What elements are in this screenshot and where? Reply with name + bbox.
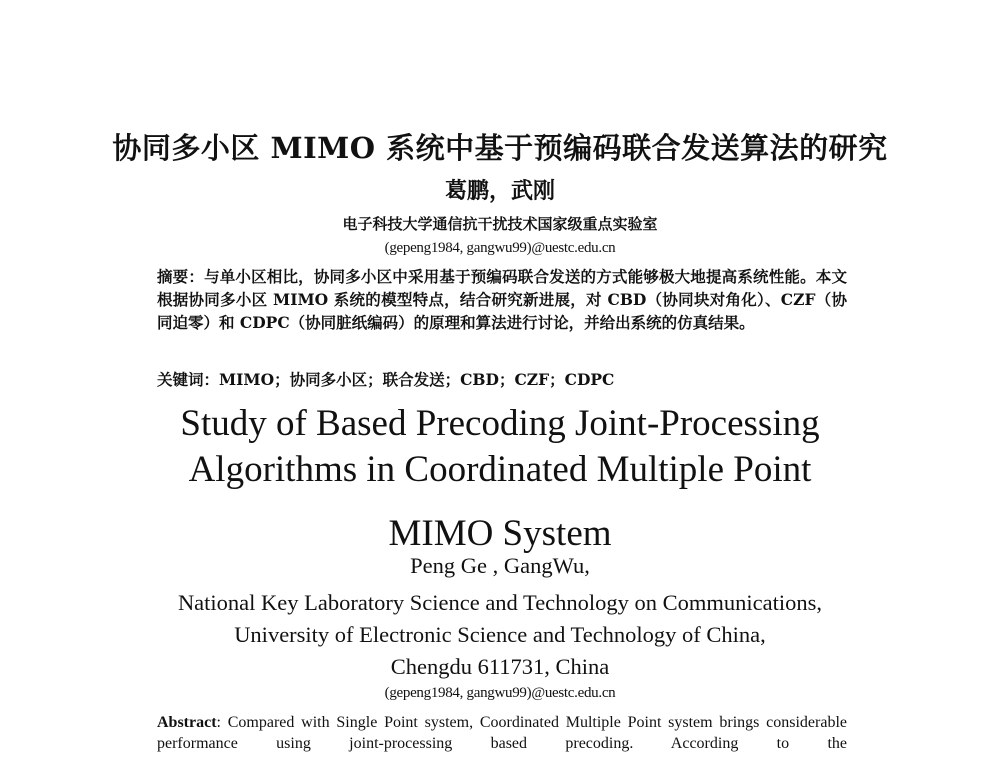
chinese-title: 协同多小区 MIMO 系统中基于预编码联合发送算法的研究 bbox=[112, 131, 888, 165]
chinese-authors: 葛鹏，武刚 bbox=[444, 178, 555, 204]
chinese-abstract-label: 摘要： bbox=[157, 267, 205, 286]
english-title bbox=[0, 401, 1000, 557]
english-affiliation-line-2: University of Electronic Science and Technology of China, bbox=[234, 622, 766, 647]
english-abstract bbox=[157, 712, 847, 754]
english-title-line-3: MIMO System bbox=[388, 513, 612, 554]
english-abstract-text: : Compared with Single Point system, Coordinated Multiple Point system brings considerable performance using joint-processing based precoding. According to the bbox=[157, 714, 847, 752]
english-affiliation-line-1: National Key Laboratory Science and Technology on Communications, bbox=[177, 590, 823, 615]
english-title-line-2: Algorithms in Coordinated Multiple Point bbox=[188, 449, 812, 490]
chinese-affiliation: 电子科技大学通信抗干扰技术国家级重点实验室 bbox=[342, 215, 658, 233]
chinese-keywords bbox=[157, 368, 847, 390]
chinese-abstract bbox=[157, 265, 847, 334]
english-abstract-label: Abstract bbox=[157, 714, 217, 731]
english-title-line-1: Study of Based Precoding Joint-Processing bbox=[180, 403, 820, 444]
english-email: (gepeng1984, gangwu99)@uestc.edu.cn bbox=[384, 685, 616, 701]
chinese-abstract-text: 与单小区相比，协同多小区中采用基于预编码联合发送的方式能够极大地提高系统性能。本文根据协同多小区 MIMO 系统的模型特点，结合研究新进展，对 CBD（协同块对角化）、CZF（协同迫零）和 CDPC（协同脏纸编码）的原理和算法进行讨论，并给出系统的仿真结果。 bbox=[157, 267, 847, 332]
chinese-keywords-text: MIMO；协同多小区；联合发送；CBD；CZF；CDPC bbox=[219, 370, 615, 389]
chinese-keywords-label: 关键词： bbox=[157, 370, 220, 389]
english-affiliation bbox=[0, 587, 1000, 683]
english-affiliation-line-3: Chengdu 611731, China bbox=[390, 654, 610, 679]
chinese-email: (gepeng1984, gangwu99)@uestc.edu.cn bbox=[384, 240, 616, 256]
english-authors: Peng Ge , GangWu, bbox=[410, 553, 590, 578]
